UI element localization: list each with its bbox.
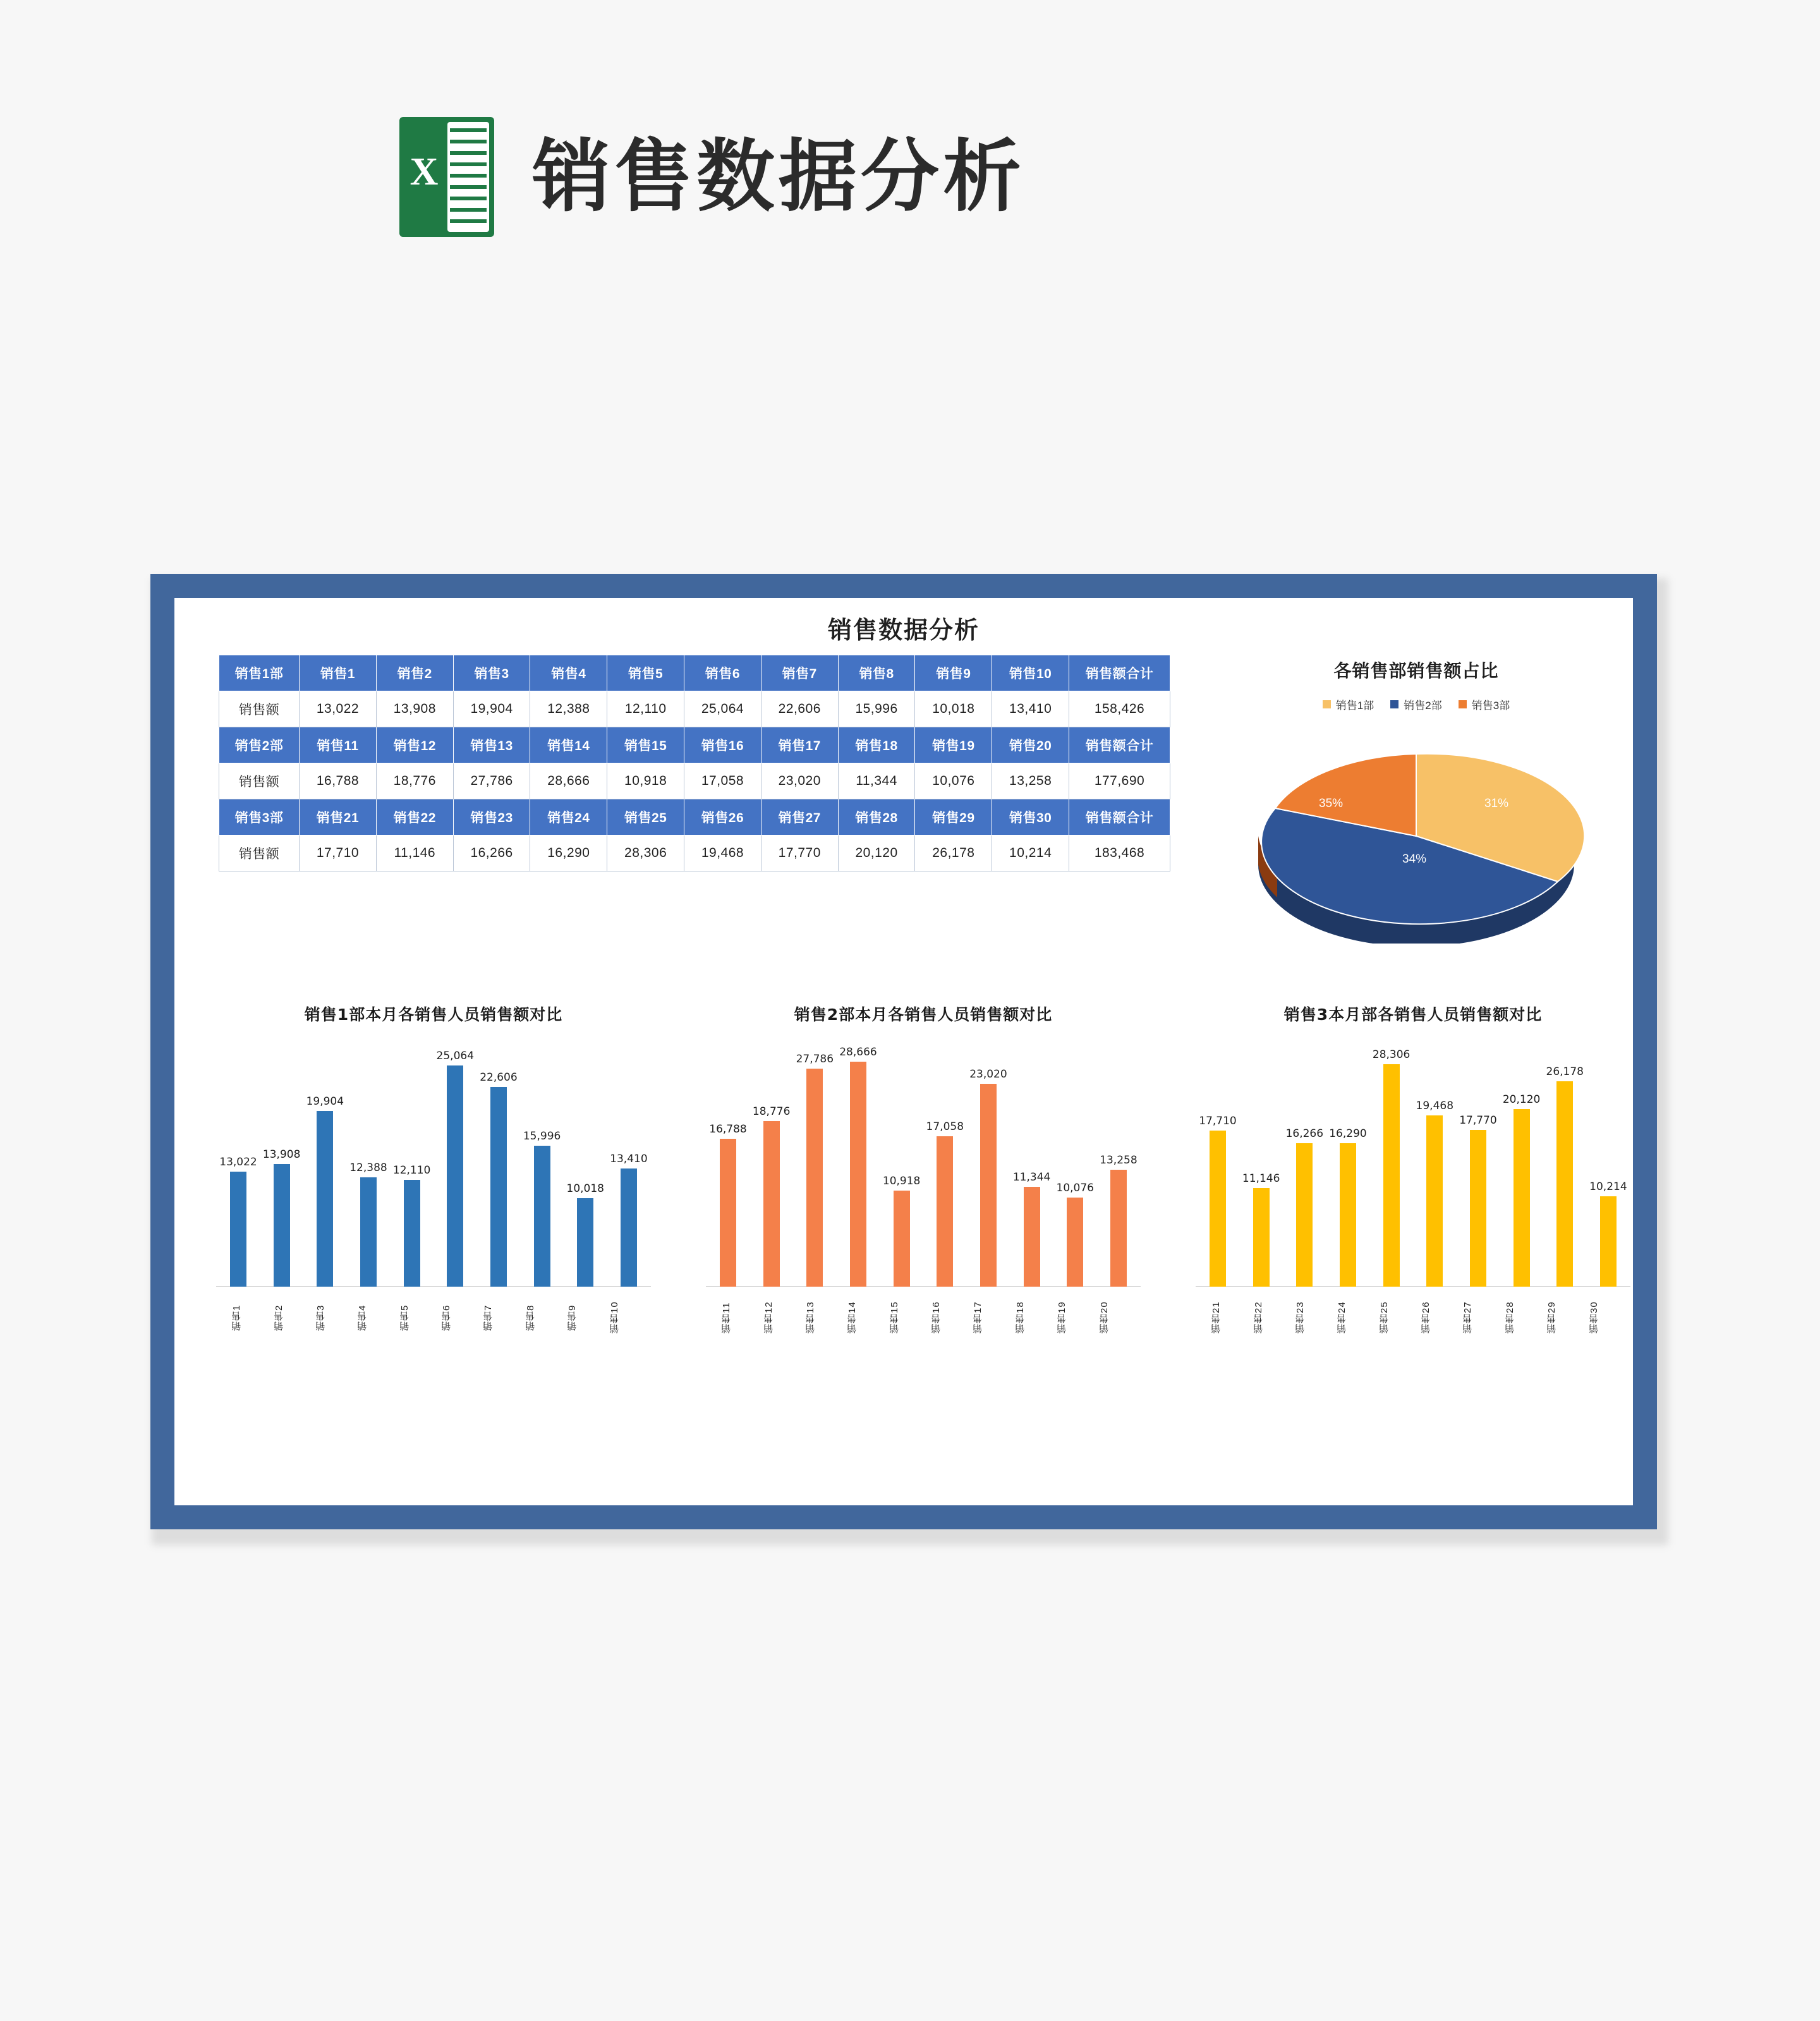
bar-rect <box>1470 1130 1486 1287</box>
table-cell: 销售8 <box>838 655 915 691</box>
table-cell: 27,786 <box>453 763 530 799</box>
bar-value-label: 10,918 <box>882 1175 921 1187</box>
bar-chart-dept3 <box>1192 1002 1634 1344</box>
table-cell: 16,290 <box>530 835 607 871</box>
bar-value-label: 11,146 <box>1242 1172 1280 1185</box>
table-cell: 16,788 <box>300 763 377 799</box>
legend-label: 销售1部 <box>1335 700 1374 712</box>
bar-item <box>436 1034 475 1287</box>
bar-plot-area <box>212 1034 655 1287</box>
table-cell: 销售12 <box>376 727 453 763</box>
bar-item <box>1056 1034 1094 1287</box>
category-label: 销售24 <box>1337 1301 1348 1334</box>
bar-item <box>262 1034 301 1287</box>
bar-value-label: 19,904 <box>306 1095 344 1108</box>
table-cell: 158,426 <box>1069 691 1170 727</box>
bar-value-label: 16,290 <box>1329 1127 1367 1140</box>
table-cell: 15,996 <box>838 691 915 727</box>
table-cell: 销售24 <box>530 799 607 835</box>
bar-category-axis <box>1192 1290 1634 1345</box>
bar-chart-dept1 <box>212 1002 655 1344</box>
bar-value-label: 12,388 <box>349 1162 387 1174</box>
legend-item <box>1390 696 1441 712</box>
table-row <box>219 763 1170 799</box>
bar-value-label: 28,306 <box>1372 1048 1410 1061</box>
bar-rect <box>577 1198 593 1287</box>
category-label: 销售6 <box>441 1304 452 1331</box>
bar-item <box>969 1034 1007 1287</box>
bar-value-label: 10,076 <box>1056 1182 1094 1194</box>
bar-item <box>219 1034 257 1287</box>
table-cell: 13,410 <box>992 691 1069 727</box>
bar-chart-title: 销售3本月部各销售人员销售额对比 <box>1283 1005 1543 1024</box>
table-cell: 销售4 <box>530 655 607 691</box>
bar-rect <box>1296 1143 1313 1287</box>
table-cell: 销售25 <box>607 799 684 835</box>
bar-item <box>523 1034 561 1287</box>
bar-item <box>610 1034 648 1287</box>
table-cell: 销售27 <box>761 799 838 835</box>
table-cell: 19,468 <box>684 835 761 871</box>
table-cell: 销售15 <box>607 727 684 763</box>
bar-category-axis <box>702 1290 1144 1345</box>
bar-value-label: 10,214 <box>1589 1180 1627 1193</box>
table-cell: 销售7 <box>761 655 838 691</box>
category-label: 销售7 <box>483 1304 494 1331</box>
bar-rect <box>1600 1196 1617 1287</box>
bar-value-label: 13,258 <box>1100 1154 1138 1167</box>
category-label: 销售28 <box>1504 1301 1515 1334</box>
bar-value-label: 22,606 <box>480 1071 518 1084</box>
table-cell: 11,146 <box>376 835 453 871</box>
bar-rect <box>850 1062 866 1287</box>
bar-value-label: 16,266 <box>1285 1127 1324 1140</box>
category-label: 销售15 <box>889 1301 900 1334</box>
table-cell: 销售18 <box>838 727 915 763</box>
category-label: 销售14 <box>847 1301 858 1334</box>
pie-chart-legend <box>1198 696 1634 712</box>
bar-rect <box>360 1177 377 1287</box>
table-cell: 13,022 <box>300 691 377 727</box>
table-cell: 销售17 <box>761 727 838 763</box>
bar-item <box>1589 1034 1627 1287</box>
bar-plot-area <box>1192 1034 1634 1287</box>
table-cell: 10,214 <box>992 835 1069 871</box>
pie-slice-label: 35% <box>1319 797 1344 810</box>
table-cell: 20,120 <box>838 835 915 871</box>
legend-swatch-icon <box>1459 700 1467 708</box>
category-label: 销售8 <box>525 1304 536 1331</box>
slide-title: 销售数据分析 <box>827 617 980 644</box>
bar-rect <box>894 1191 910 1287</box>
slide-frame <box>150 574 1657 1529</box>
category-label: 销售2 <box>273 1304 284 1331</box>
bar-value-label: 23,020 <box>969 1068 1007 1081</box>
bar-item <box>752 1034 791 1287</box>
bar-rect <box>490 1087 507 1287</box>
bar-value-label: 11,344 <box>1012 1171 1051 1184</box>
category-label: 销售11 <box>721 1302 732 1333</box>
category-label: 销售1 <box>231 1304 243 1331</box>
category-label: 销售29 <box>1546 1301 1558 1334</box>
table-cell: 17,710 <box>300 835 377 871</box>
excel-icon <box>399 117 494 237</box>
bar-rect <box>1340 1143 1356 1287</box>
table-cell: 销售2 <box>376 655 453 691</box>
table-cell: 销售11 <box>300 727 377 763</box>
bar-rect <box>1210 1131 1226 1287</box>
category-label: 销售4 <box>357 1304 368 1331</box>
table-cell: 17,058 <box>684 763 761 799</box>
slide-content <box>174 598 1633 1505</box>
table-cell: 销售29 <box>915 799 992 835</box>
category-label: 销售13 <box>804 1301 816 1334</box>
category-label: 销售26 <box>1421 1301 1432 1334</box>
bar-item <box>1372 1034 1410 1287</box>
category-label: 销售16 <box>931 1301 942 1334</box>
bar-item <box>1546 1034 1584 1287</box>
table-cell: 销售1 <box>300 655 377 691</box>
table-cell: 18,776 <box>376 763 453 799</box>
pie-svg <box>1239 729 1593 944</box>
legend-swatch-icon <box>1323 700 1331 708</box>
bar-rect <box>1383 1064 1400 1287</box>
table-row <box>219 691 1170 727</box>
bar-rect <box>404 1180 420 1287</box>
table-cell: 23,020 <box>761 763 838 799</box>
table-cell: 销售6 <box>684 655 761 691</box>
bar-rect <box>621 1168 637 1287</box>
bar-value-label: 18,776 <box>752 1105 791 1118</box>
bar-chart-title: 销售2部本月各销售人员销售额对比 <box>794 1005 1053 1024</box>
category-label: 销售17 <box>973 1301 984 1334</box>
table-cell: 16,266 <box>453 835 530 871</box>
bar-item <box>566 1034 604 1287</box>
bar-value-label: 20,120 <box>1502 1093 1541 1106</box>
bar-rect <box>1253 1188 1270 1287</box>
bar-value-label: 13,022 <box>219 1156 257 1168</box>
bar-rect <box>1426 1115 1443 1287</box>
bar-value-label: 28,666 <box>839 1046 877 1059</box>
legend-label: 销售3部 <box>1471 700 1510 712</box>
category-label: 销售19 <box>1057 1301 1068 1334</box>
table-cell: 销售30 <box>992 799 1069 835</box>
table-cell: 25,064 <box>684 691 761 727</box>
bar-item <box>709 1034 747 1287</box>
bar-value-label: 17,710 <box>1199 1115 1237 1127</box>
bar-value-label: 27,786 <box>796 1053 834 1065</box>
category-label: 销售12 <box>763 1301 774 1334</box>
table-cell: 销售1部 <box>219 655 300 691</box>
bar-value-label: 26,178 <box>1546 1065 1584 1078</box>
bar-item <box>1502 1034 1541 1287</box>
table-cell: 销售额 <box>219 835 300 871</box>
table-row <box>219 727 1170 763</box>
table-cell: 销售额 <box>219 691 300 727</box>
table-cell: 销售额合计 <box>1069 799 1170 835</box>
table-cell: 12,110 <box>607 691 684 727</box>
bar-item <box>1459 1034 1497 1287</box>
bar-rect <box>447 1065 463 1287</box>
bar-item <box>392 1034 431 1287</box>
bar-value-label: 17,058 <box>926 1120 964 1133</box>
table-cell: 销售19 <box>915 727 992 763</box>
category-label: 销售27 <box>1462 1301 1474 1334</box>
category-label: 销售10 <box>609 1301 620 1334</box>
bar-rect <box>230 1172 246 1287</box>
legend-item <box>1459 696 1510 712</box>
bar-rect <box>1067 1198 1083 1287</box>
table-cell: 183,468 <box>1069 835 1170 871</box>
bar-chart-title: 销售1部本月各销售人员销售额对比 <box>304 1005 563 1024</box>
page-title: 销售数据分析 <box>532 133 1026 221</box>
legend-swatch-icon <box>1390 700 1398 708</box>
table-cell: 17,770 <box>761 835 838 871</box>
table-cell: 销售5 <box>607 655 684 691</box>
table-cell: 销售26 <box>684 799 761 835</box>
table-cell: 销售13 <box>453 727 530 763</box>
table-cell: 销售额合计 <box>1069 655 1170 691</box>
bar-item <box>480 1034 518 1287</box>
sales-data-table <box>219 655 1170 871</box>
bar-value-label: 13,908 <box>262 1148 301 1161</box>
table-cell: 13,908 <box>376 691 453 727</box>
table-cell: 22,606 <box>761 691 838 727</box>
category-label: 销售22 <box>1253 1301 1264 1334</box>
bar-item <box>1285 1034 1324 1287</box>
category-label: 销售3 <box>315 1304 326 1331</box>
bar-rect <box>1556 1081 1573 1287</box>
table-row <box>219 655 1170 691</box>
bar-rect <box>1024 1187 1040 1287</box>
bar-rect <box>937 1136 953 1287</box>
table-cell: 销售3部 <box>219 799 300 835</box>
bar-value-label: 12,110 <box>392 1164 431 1177</box>
bar-rect <box>317 1111 333 1287</box>
bar-item <box>306 1034 344 1287</box>
bar-rect <box>1110 1170 1127 1287</box>
category-label: 销售25 <box>1378 1301 1390 1334</box>
table-cell: 销售23 <box>453 799 530 835</box>
table-cell: 26,178 <box>915 835 992 871</box>
bar-item <box>1199 1034 1237 1287</box>
pie-chart-block <box>1198 655 1634 983</box>
bar-item <box>1242 1034 1280 1287</box>
bar-item <box>1100 1034 1138 1287</box>
bar-rect <box>763 1121 780 1287</box>
table-row <box>219 835 1170 871</box>
table-cell: 销售14 <box>530 727 607 763</box>
bar-value-label: 19,468 <box>1416 1100 1454 1112</box>
table-cell: 19,904 <box>453 691 530 727</box>
table-cell: 销售3 <box>453 655 530 691</box>
table-cell: 销售2部 <box>219 727 300 763</box>
table-cell: 销售额 <box>219 763 300 799</box>
bar-chart-dept2 <box>702 1002 1144 1344</box>
bar-value-label: 17,770 <box>1459 1114 1497 1127</box>
bar-value-label: 25,064 <box>436 1050 475 1062</box>
bar-item <box>1416 1034 1454 1287</box>
table-cell: 28,306 <box>607 835 684 871</box>
bar-item <box>349 1034 387 1287</box>
bar-item <box>882 1034 921 1287</box>
bar-rect <box>720 1139 736 1287</box>
table-cell: 销售28 <box>838 799 915 835</box>
bar-rect <box>274 1164 290 1287</box>
table-cell: 销售21 <box>300 799 377 835</box>
category-label: 销售18 <box>1014 1301 1026 1334</box>
bar-rect <box>806 1069 823 1287</box>
bar-value-label: 10,018 <box>566 1182 604 1195</box>
pie-chart-title: 各销售部销售额占比 <box>1333 661 1499 681</box>
table-cell: 销售9 <box>915 655 992 691</box>
pie-slice-label: 34% <box>1402 853 1427 866</box>
table-cell: 10,018 <box>915 691 992 727</box>
bar-value-label: 16,788 <box>709 1123 747 1136</box>
pie-slice-label: 31% <box>1484 797 1509 810</box>
table-cell: 销售10 <box>992 655 1069 691</box>
bar-item <box>796 1034 834 1287</box>
pie-chart-graphic <box>1239 729 1593 944</box>
category-label: 销售9 <box>567 1304 578 1331</box>
table-cell: 10,076 <box>915 763 992 799</box>
table-cell: 销售额合计 <box>1069 727 1170 763</box>
bar-rect <box>980 1084 997 1287</box>
bar-rect <box>1514 1109 1530 1287</box>
bar-charts-row <box>212 1002 1634 1344</box>
excel-logo-letter: X <box>410 150 439 193</box>
legend-item <box>1323 696 1374 712</box>
category-label: 销售20 <box>1098 1301 1110 1334</box>
table-cell: 28,666 <box>530 763 607 799</box>
category-label: 销售5 <box>399 1304 410 1331</box>
bar-category-axis <box>212 1290 655 1345</box>
table-cell: 12,388 <box>530 691 607 727</box>
bar-item <box>1012 1034 1051 1287</box>
table-cell: 11,344 <box>838 763 915 799</box>
table-cell: 10,918 <box>607 763 684 799</box>
bar-value-label: 13,410 <box>610 1153 648 1165</box>
legend-label: 销售2部 <box>1404 700 1442 712</box>
table-row <box>219 799 1170 835</box>
table-cell: 销售16 <box>684 727 761 763</box>
table-cell: 13,258 <box>992 763 1069 799</box>
bar-item <box>839 1034 877 1287</box>
table-cell: 销售22 <box>376 799 453 835</box>
table-cell: 销售20 <box>992 727 1069 763</box>
category-label: 销售23 <box>1294 1301 1306 1334</box>
bar-plot-area <box>702 1034 1144 1287</box>
bar-rect <box>534 1146 550 1287</box>
bar-item <box>1329 1034 1367 1287</box>
category-label: 销售21 <box>1211 1301 1222 1334</box>
table-cell: 177,690 <box>1069 763 1170 799</box>
category-label: 销售30 <box>1588 1301 1599 1334</box>
bar-value-label: 15,996 <box>523 1130 561 1143</box>
bar-item <box>926 1034 964 1287</box>
page-header <box>399 117 1025 237</box>
